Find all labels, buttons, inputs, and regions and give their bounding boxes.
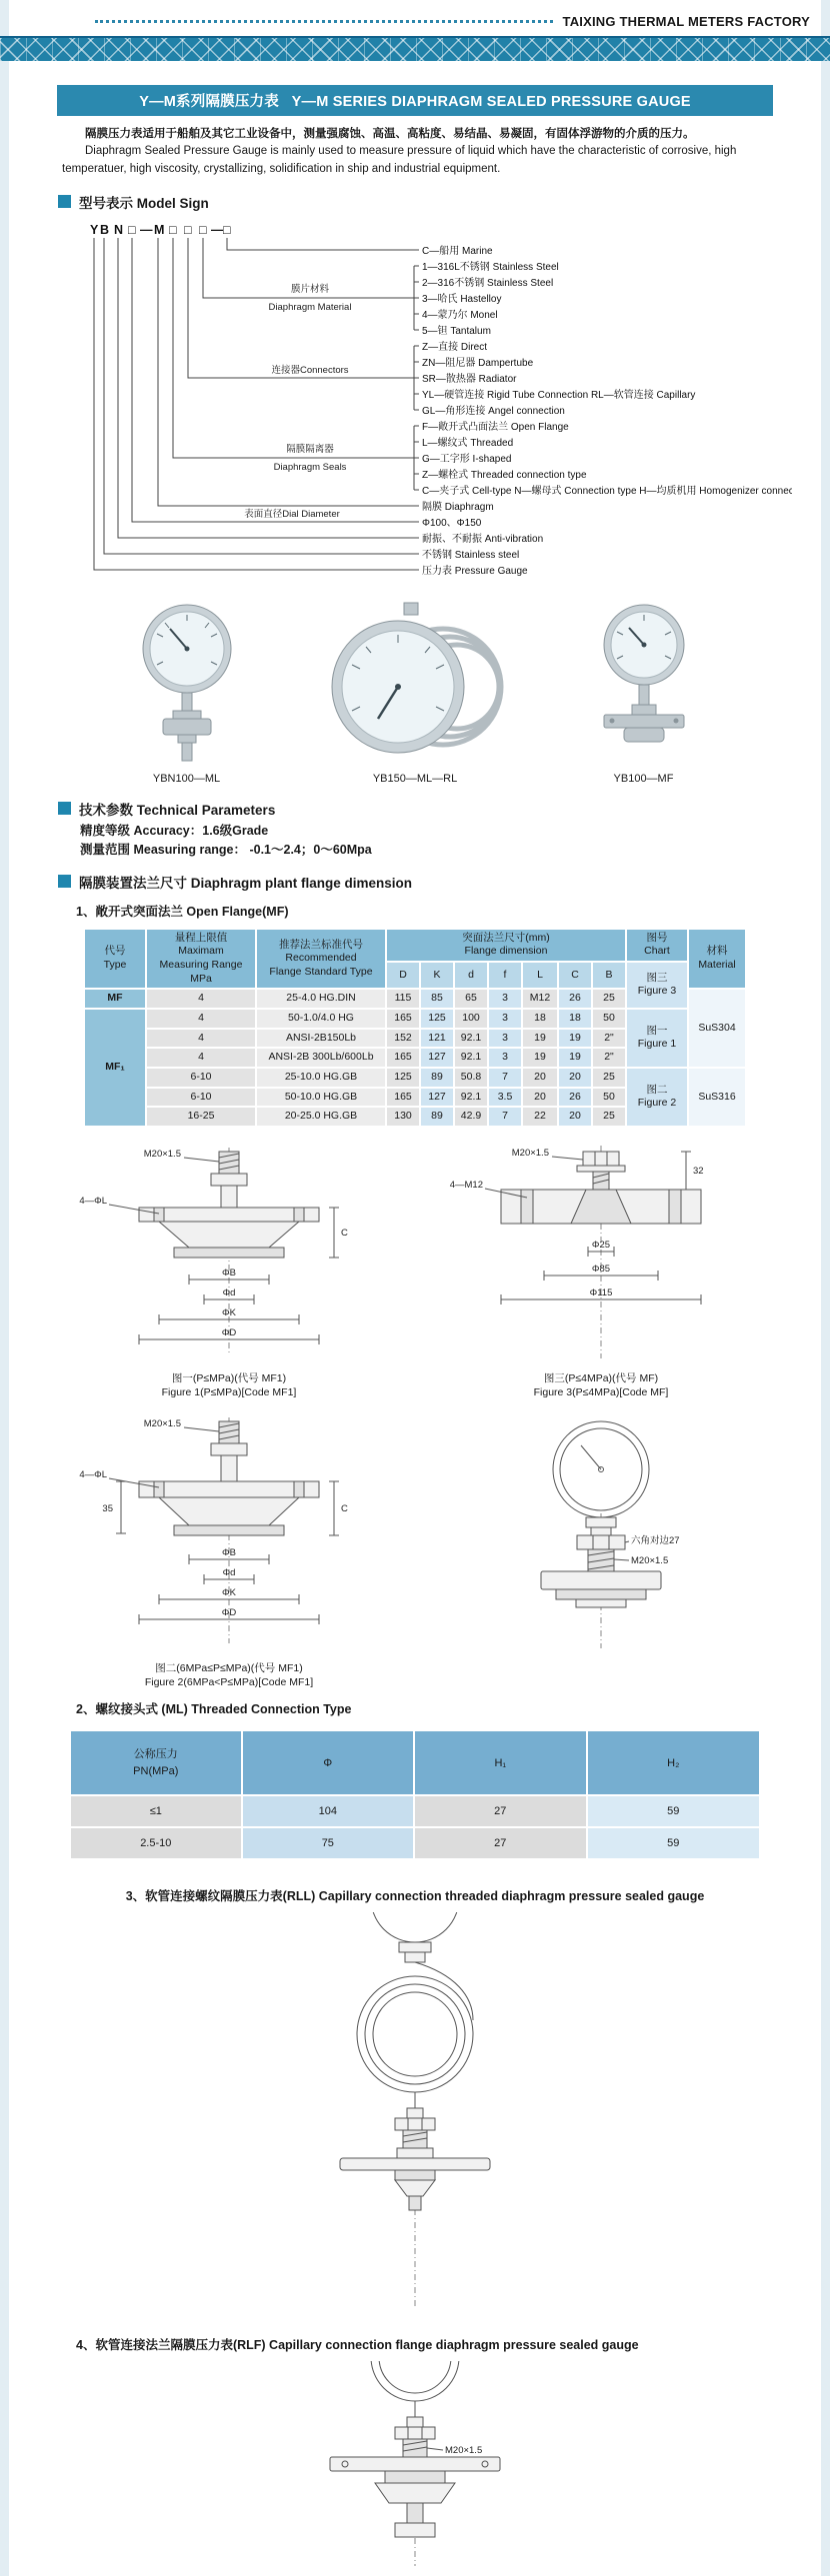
dim-header: d (454, 962, 488, 989)
figure-3-drawing (431, 1144, 771, 1368)
header-cell: 材料 Material (688, 929, 746, 990)
cell: 2" (592, 1048, 626, 1068)
dim-header: L (522, 962, 558, 989)
rlf-drawing (0, 2361, 830, 2576)
cell: 127 (420, 1088, 454, 1108)
cell: 50-1.0/4.0 HG (256, 1009, 386, 1029)
cell: 125 (420, 1009, 454, 1029)
cell: 127 (420, 1048, 454, 1068)
figure-2 (46, 1413, 412, 1689)
cell: 3 (488, 1029, 522, 1049)
chart-cell: 图三 Figure 3 (626, 962, 688, 1009)
group-label: 表面直径Dial Diameter (244, 508, 340, 520)
square-bullet-icon (58, 195, 71, 208)
cell: 50 (592, 1009, 626, 1029)
flange-heading-text: 隔膜装置法兰尺寸 Diaphragm plant flange dimension (79, 875, 413, 891)
cell: 7 (488, 1107, 522, 1127)
table-row (84, 1009, 746, 1029)
model-item: F—敞开式凸面法兰 Open Flange (422, 421, 569, 433)
gauge-photo (308, 599, 523, 785)
model-item: C—夹子式 Cell-type N—螺母式 Connection type H—均质机用 Homogenizer connection (422, 485, 792, 497)
model-item: L—螺纹式 Threaded (422, 437, 514, 449)
cell: 26 (558, 1088, 592, 1108)
cell: 4 (146, 1048, 256, 1068)
rll-drawing (0, 1912, 830, 2317)
cell: 4 (146, 1029, 256, 1049)
dim-label: Φ115 (589, 1287, 613, 1298)
code-char: Y (90, 222, 99, 237)
group-label: 隔膜隔离器 (286, 443, 334, 455)
dim-label: ΦD (221, 1607, 237, 1619)
cell: 65 (454, 989, 488, 1009)
flange-heading (58, 872, 830, 892)
dim-header: B (592, 962, 626, 989)
cell: 4 (146, 1009, 256, 1029)
dim-label: M20×1.5 (143, 1148, 181, 1160)
photo-caption: YBN100—ML (152, 772, 221, 785)
page-header (0, 0, 830, 31)
dim-label: ΦK (222, 1306, 236, 1318)
page-title-en: Y—M SERIES DIAPHRAGM SEALED PRESSURE GAUGE (291, 94, 691, 110)
cell: 89 (420, 1107, 454, 1127)
cell: 165 (386, 1048, 420, 1068)
model-item: G—工字形 I-shaped (422, 453, 512, 465)
dim-label: 六角对边27 (631, 1535, 680, 1547)
model-item: ZN—阻尼器 Dampertube (422, 357, 534, 369)
dim-label: 4—ΦL (79, 1195, 107, 1207)
figure-1-caption: 图一(P≤MPa)(代号 MF1) Figure 1(P≤MPa)[Code MF1] (161, 1371, 297, 1398)
header-cell: 量程上限值 Maximam Measuring Range MPa (146, 929, 256, 990)
cell: 3 (488, 989, 522, 1009)
dim-label: ΦB (222, 1267, 236, 1279)
dim-label: ΦB (222, 1547, 236, 1559)
header-cell: H₂ (587, 1730, 760, 1795)
cell: 19 (522, 1048, 558, 1068)
dim-header: f (488, 962, 522, 989)
code-char: — (140, 222, 153, 237)
cell: 27 (414, 1827, 586, 1859)
header-cell: 代号 Type (84, 929, 146, 990)
dim-header: D (386, 962, 420, 989)
cell: 104 (242, 1795, 414, 1827)
cell: 4 (146, 989, 256, 1009)
figure-2-drawing (59, 1413, 399, 1658)
code-char: □ (223, 222, 231, 237)
dim-label: M20×1.5 (445, 2445, 483, 2457)
model-item: 2—316不锈钢 Stainless Steel (422, 277, 554, 289)
dim-label: C (341, 1227, 348, 1239)
dim-label: 4—ΦL (79, 1469, 107, 1481)
cell: 92.1 (454, 1088, 488, 1108)
product-photos (40, 599, 790, 785)
cell: 2" (592, 1029, 626, 1049)
code-char: B (100, 222, 110, 237)
dim-label: ΦD (221, 1326, 237, 1338)
dotted-rule (95, 20, 553, 23)
model-item: 耐振、不耐振 Anti-vibration (422, 533, 544, 545)
cell: 92.1 (454, 1029, 488, 1049)
group-label: Diaphragm Seals (273, 461, 347, 473)
dim-label: M20×1.5 (511, 1147, 549, 1159)
chart-cell: 图二 Figure 2 (626, 1068, 688, 1127)
cell: 100 (454, 1009, 488, 1029)
cell: 3 (488, 1009, 522, 1029)
table-header-row (70, 1730, 760, 1795)
cell: 7 (488, 1068, 522, 1088)
tech-params-heading (58, 799, 830, 819)
page-title-cn: Y—M系列隔膜压力表 (139, 94, 279, 110)
model-sign-heading-text: 型号表示 Model Sign (79, 195, 209, 211)
header-cell: Φ (242, 1730, 414, 1795)
header-cell: 推荐法兰标准代号 Recommended Flange Standard Type (256, 929, 386, 990)
cell: 16-25 (146, 1107, 256, 1127)
model-item: Φ100、Φ150 (422, 517, 482, 529)
dim-header: K (420, 962, 454, 989)
factory-name: TAIXING THERMAL METERS FACTORY (562, 14, 810, 29)
cell: 2.5-10 (70, 1827, 242, 1859)
model-item: 压力表 Pressure Gauge (422, 565, 528, 577)
code-char: □ (199, 222, 207, 237)
section4-heading: 4、软管连接法兰隔膜压力表(RLF) Capillary connection flange diaphragm pressure sealed gauge (76, 2338, 639, 2353)
cell: 25 (592, 1068, 626, 1088)
model-item: SR—散热器 Radiator (422, 373, 517, 385)
cell: 115 (386, 989, 420, 1009)
dim-label: 35 (102, 1503, 113, 1515)
ml-dimension-table (69, 1729, 761, 1860)
code-char: □ (184, 222, 192, 237)
cell: 125 (386, 1068, 420, 1088)
cell: 59 (587, 1795, 760, 1827)
model-item: Z—螺栓式 Threaded connection type (422, 469, 587, 481)
chart-cell: 图一 Figure 1 (626, 1009, 688, 1068)
cell: 6-10 (146, 1068, 256, 1088)
model-sign-tree (42, 214, 792, 586)
square-bullet-icon (58, 875, 71, 888)
ml-gauge-drawing (431, 1413, 771, 1658)
figure-1 (46, 1144, 412, 1399)
figure-1-drawing (59, 1144, 399, 1368)
cell: 26 (558, 989, 592, 1009)
cell: 18 (522, 1009, 558, 1029)
figure-2-caption: 图二(6MPa≤P≤MPa)(代号 MF1) Figure 2(6MPa<P≤MPa)[Code MF1] (144, 1662, 314, 1689)
intro (62, 126, 768, 178)
cell: 165 (386, 1088, 420, 1108)
cell: 20-25.0 HG.GB (256, 1107, 386, 1127)
table-row (70, 1827, 760, 1859)
cell: 25-4.0 HG.DIN (256, 989, 386, 1009)
material-cell: SuS304 (688, 989, 746, 1068)
cell: 92.1 (454, 1048, 488, 1068)
tech-params-heading-text: 技术参数 Technical Parameters (79, 802, 276, 818)
cell: 121 (420, 1029, 454, 1049)
cell: M12 (522, 989, 558, 1009)
gauge-illustration (569, 599, 719, 765)
dim-label: 32 (693, 1165, 704, 1177)
figure-3-caption: 图三(P≤4MPa)(代号 MF) Figure 3(P≤4MPa)[Code MF] (533, 1371, 669, 1398)
cell: 19 (558, 1029, 592, 1049)
model-item: 5—钽 Tantalum (422, 325, 491, 337)
group-label: 膜片材料 (290, 283, 330, 295)
photo-caption: YB150—ML—RL (372, 772, 458, 785)
cell: 27 (414, 1795, 586, 1827)
cell: MF (84, 989, 146, 1009)
cell: 85 (420, 989, 454, 1009)
cell: ANSI-2B 300Lb/600Lb (256, 1048, 386, 1068)
cell: 50-10.0 HG.GB (256, 1088, 386, 1108)
code-char: □ (128, 222, 136, 237)
cell: 22 (522, 1107, 558, 1127)
cell: 25 (592, 989, 626, 1009)
cell: MF₁ (84, 1009, 146, 1127)
code-char: — (211, 222, 224, 237)
table-header-row (84, 929, 746, 962)
gauge-photo (112, 599, 262, 785)
gauge-illustration (308, 599, 523, 765)
cell: 3 (488, 1048, 522, 1068)
intro-cn: 隔膜压力表适用于船舶及其它工业设备中，测量强腐蚀、高温、高粘度、易结晶、易凝固，有固体浮游物的介质的压力。 (85, 128, 695, 140)
code-char: M (154, 222, 165, 237)
dim-label: ΦK (222, 1587, 236, 1599)
model-item: 1—316L不锈钢 Stainless Steel (422, 261, 559, 273)
code-char: N (114, 222, 124, 237)
cell: 165 (386, 1009, 420, 1029)
gauge-photo (569, 599, 719, 785)
model-item: 隔膜 Diaphragm (422, 501, 494, 513)
dim-header: C (558, 962, 592, 989)
cell: 50.8 (454, 1068, 488, 1088)
rll-gauge-drawing (245, 1912, 585, 2312)
lattice-band (0, 36, 830, 61)
header-cell: H₁ (414, 1730, 586, 1795)
cell: 50 (592, 1088, 626, 1108)
page-title (57, 85, 773, 116)
model-item: Z—直接 Direct (422, 341, 487, 353)
dim-label: Φd (222, 1567, 236, 1579)
figure-grid (46, 1144, 784, 1690)
model-item: C—船用 Marine (422, 245, 493, 257)
cell: ANSI-2B150Lb (256, 1029, 386, 1049)
dim-label: 4—M12 (449, 1179, 483, 1191)
open-flange-subheading: 1、敞开式突面法兰 Open Flange(MF) (76, 904, 289, 919)
rlf-gauge-drawing (245, 2361, 585, 2571)
dim-label: Φd (222, 1287, 236, 1298)
cell: 20 (558, 1107, 592, 1127)
cell: 18 (558, 1009, 592, 1029)
square-bullet-icon (58, 802, 71, 815)
material-cell: SuS316 (688, 1068, 746, 1127)
model-item: 4—蒙乃尔 Monel (422, 309, 498, 321)
dim-label: Φ85 (591, 1263, 611, 1275)
cell: 25-10.0 HG.GB (256, 1068, 386, 1088)
cell: 20 (522, 1088, 558, 1108)
model-item: YL—硬管连接 Rigid Tube Connection RL—软管连接 Capillary (422, 389, 696, 401)
dim-label: M20×1.5 (143, 1418, 181, 1430)
model-sign-heading (58, 192, 830, 212)
accuracy-line: 精度等级 Accuracy：1.6级Grade (80, 823, 269, 838)
cell: 19 (522, 1029, 558, 1049)
section3-heading: 3、软管连接螺纹隔膜压力表(RLL) Capillary connection threaded diaphragm pressure sealed gauge (125, 1889, 705, 1904)
dim-label: M20×1.5 (631, 1555, 669, 1567)
group-label: 连接器Connectors (271, 364, 349, 376)
model-sign-diagram (42, 214, 830, 591)
model-item: 不锈钢 Stainless steel (422, 549, 520, 561)
cell: 130 (386, 1107, 420, 1127)
cell: 6-10 (146, 1088, 256, 1108)
cell: 19 (558, 1048, 592, 1068)
cell: 42.9 (454, 1107, 488, 1127)
cell: ≤1 (70, 1795, 242, 1827)
section2-heading: 2、螺纹接头式 (ML) Threaded Connection Type (76, 1702, 352, 1717)
table-row (70, 1795, 760, 1827)
header-cell: 公称压力 PN(MPa) (70, 1730, 242, 1795)
cell: 3.5 (488, 1088, 522, 1108)
cell: 25 (592, 1107, 626, 1127)
header-cell: 突面法兰尺寸(mm) Flange dimension (386, 929, 626, 962)
ml-drawing (418, 1413, 784, 1689)
code-char: □ (169, 222, 177, 237)
model-item: 3—哈氏 Hastelloy (422, 293, 502, 305)
group-label: Diaphragm Material (268, 301, 352, 313)
cell: 20 (558, 1068, 592, 1088)
dim-label: C (341, 1503, 348, 1515)
gauge-illustration (112, 599, 262, 765)
dim-label: Φ25 (591, 1239, 611, 1251)
header-cell: 图号 Chart (626, 929, 688, 962)
range-line: 测量范围 Measuring range： -0.1～2.4；0～60Mpa (80, 842, 372, 857)
table-row (84, 1068, 746, 1088)
cell: 20 (522, 1068, 558, 1088)
cell: 152 (386, 1029, 420, 1049)
cell: 59 (587, 1827, 760, 1859)
figure-3 (418, 1144, 784, 1399)
model-item: GL—角形连接 Angel connection (422, 405, 565, 417)
flange-dimension-table (83, 928, 747, 1128)
photo-caption: YB100—MF (613, 772, 674, 785)
intro-en: Diaphragm Sealed Pressure Gauge is mainly used to measure pressure of liquid which have the characteristic of corrosive, high temperatuer, high viscosity, crystallizing, solidification in ship and industrial equipment. (62, 145, 737, 175)
cell: 75 (242, 1827, 414, 1859)
cell: 89 (420, 1068, 454, 1088)
